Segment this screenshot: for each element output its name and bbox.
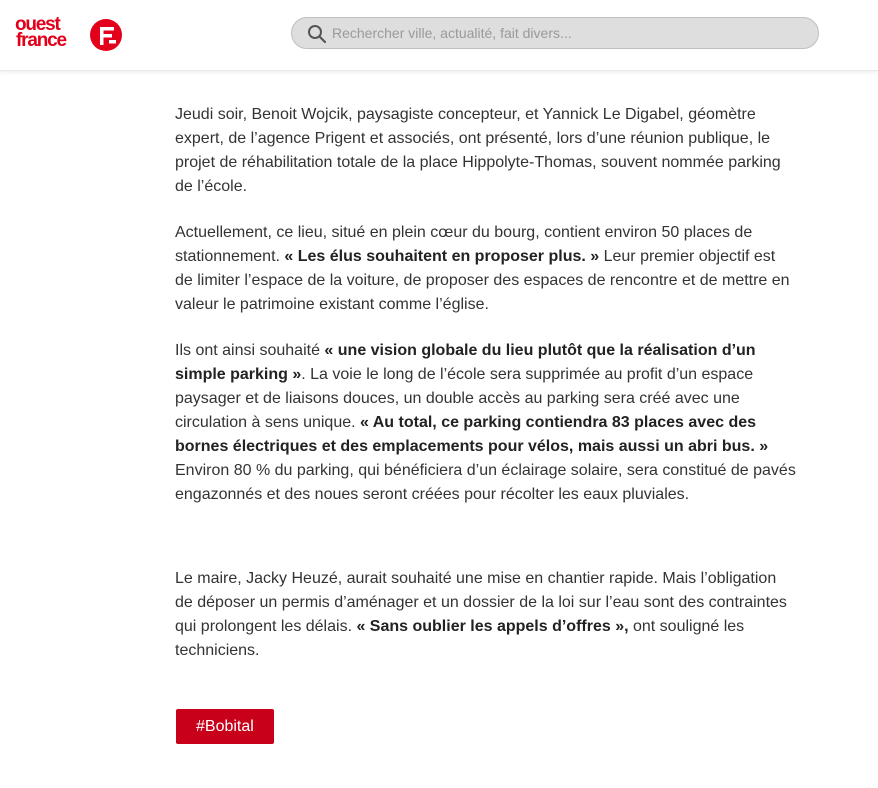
- paragraph-text: Leur premier objectif est de limiter l’espace de la voiture, de proposer des espaces de rencontre et de mettre en valeur le patrimoine existant comme l’église.: [175, 248, 790, 313]
- logo-line-1: ouest: [15, 14, 60, 35]
- article-paragraph-1: [175, 103, 797, 199]
- paragraph-text: Jeudi soir, Benoit Wojcik, paysagiste concepteur, et Yannick Le Digabel, géomètre expert, de l’agence Prigent et associés, ont présenté, lors d’une réunion publique, le projet de réhabilitation totale de la place Hippolyte-Thomas, souvent nommée parking de l’école.: [175, 106, 781, 195]
- article-body: [175, 103, 797, 685]
- paragraph-text: Actuellement, ce lieu, situé en plein cœur du bourg, contient environ 50 places de stationnement.: [175, 224, 753, 265]
- quote-bold: « une vision globale du lieu plutôt que la réalisation d’un simple parking »: [175, 342, 756, 383]
- article-paragraph-3: [175, 339, 797, 507]
- tag-bobital[interactable]: #Bobital: [176, 709, 274, 744]
- ouest-france-logo[interactable]: [15, 14, 123, 53]
- quote-bold: « Au total, ce parking contiendra 83 places avec des bornes électriques et des emplacements pour vélos, mais aussi un abri bus. »: [175, 414, 769, 455]
- article-paragraph-2: [175, 221, 797, 317]
- paragraph-text: . La voie le long de l’école sera supprimée au profit d’un espace paysager et de liaisons douces, un double accès au parking sera créé avec une circulation à sens unique.: [175, 366, 754, 431]
- logo-wordmark: [15, 14, 66, 51]
- paragraph-text: Environ 80 % du parking, qui bénéficiera d’un éclairage solaire, sera constitué de pavés engazonnés et des noues seront créées pour récolter les eaux pluviales.: [175, 462, 796, 503]
- site-header: [0, 0, 878, 71]
- quote-bold: « Les élus souhaitent en proposer plus. »: [284, 248, 600, 265]
- search-input[interactable]: [332, 18, 802, 48]
- search-icon[interactable]: [307, 24, 327, 44]
- article-paragraph-4: [175, 567, 797, 663]
- logo-mark-icon: [89, 18, 123, 52]
- paragraph-text: Le maire, Jacky Heuzé, aurait souhaité une mise en chantier rapide. Mais l’obligation de déposer un permis d’aménager et un dossier de la loi sur l’eau sont des contraintes qui prolongent les délais.: [175, 570, 787, 635]
- quote-bold: « Sans oublier les appels d’offres »,: [356, 618, 629, 635]
- logo-line-2: france: [16, 30, 66, 51]
- search-bar[interactable]: [291, 17, 819, 49]
- paragraph-text: ont souligné les techniciens.: [175, 618, 745, 659]
- paragraph-text: Ils ont ainsi souhaité: [175, 342, 325, 359]
